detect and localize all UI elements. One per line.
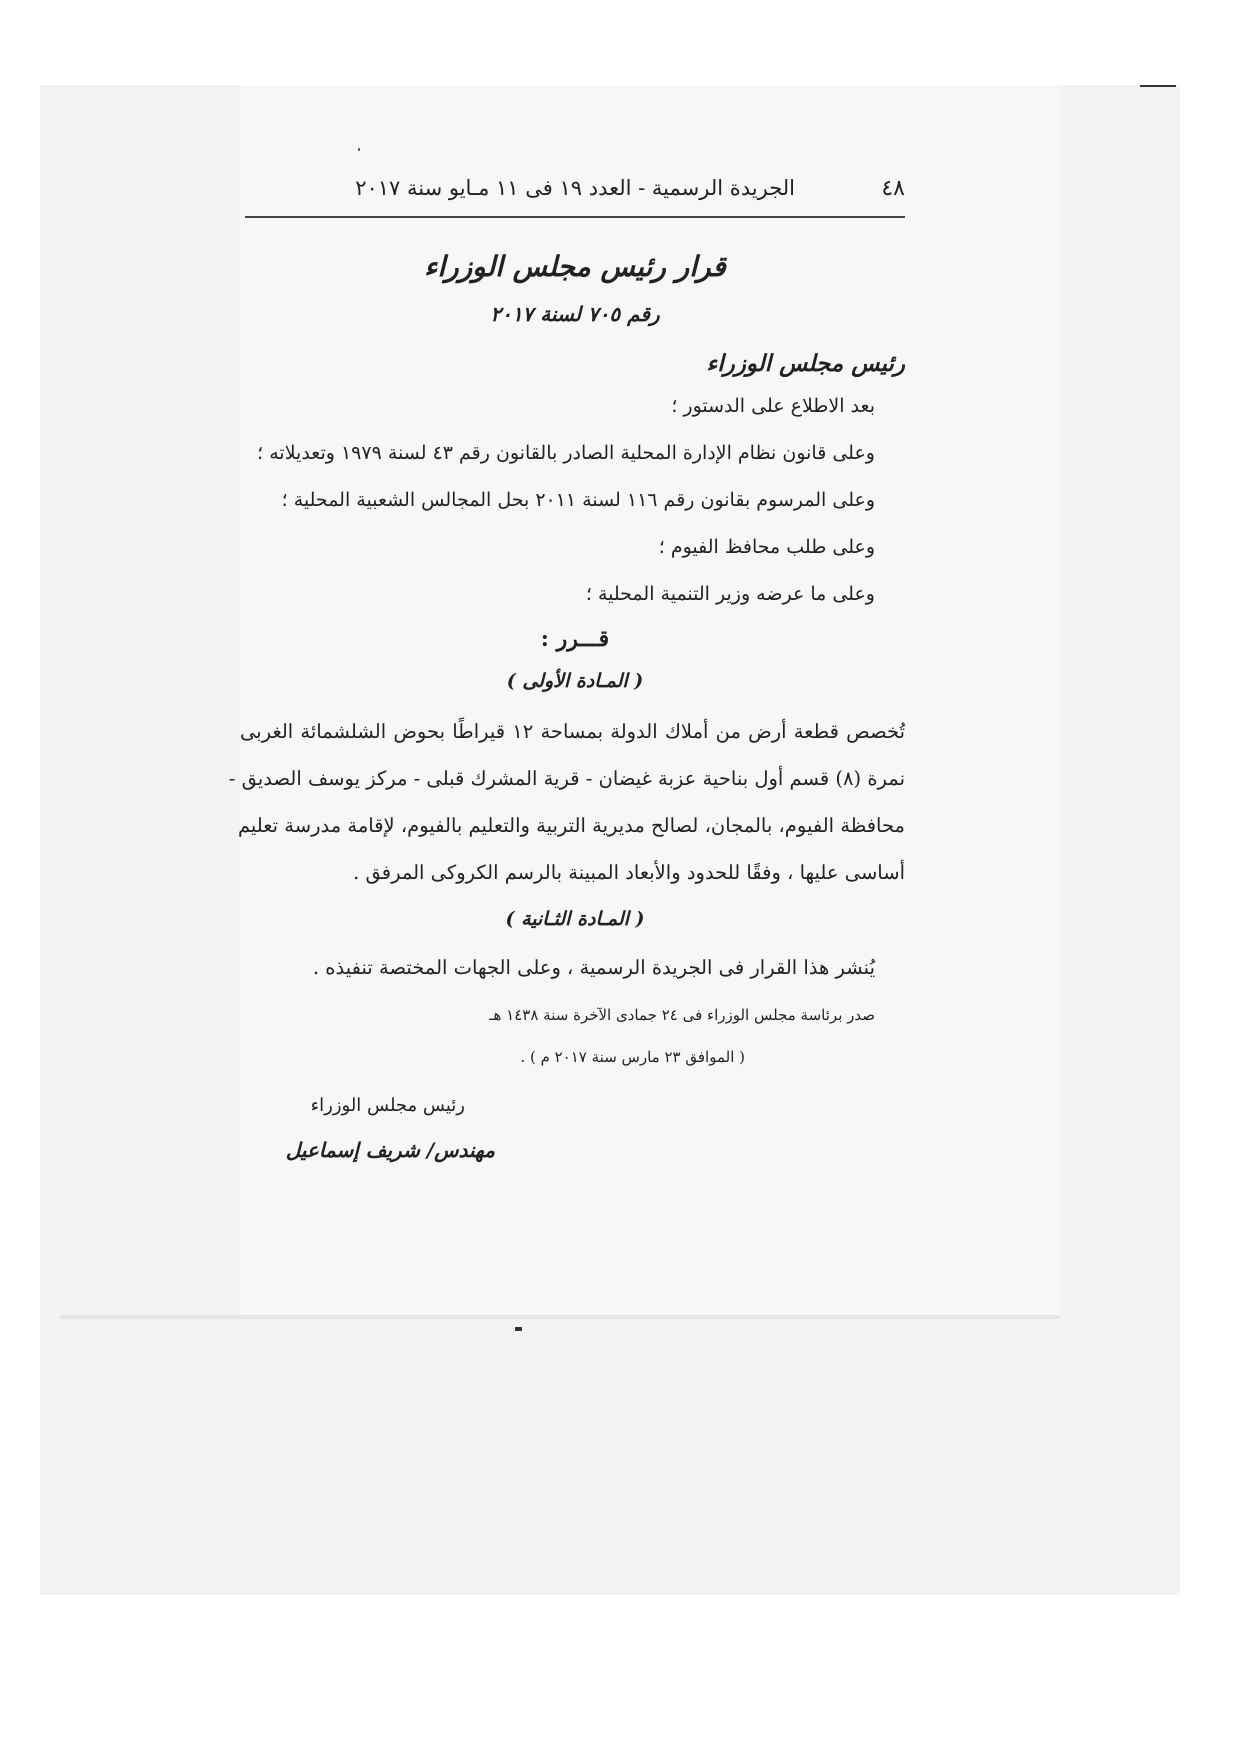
issued-line-1: صدر برئاسة مجلس الوزراء فى ٢٤ جمادى الآخرة سنة ١٤٣٨ هـ (489, 1006, 875, 1024)
page-header (245, 170, 905, 218)
page-number: ٤٨ (881, 176, 905, 201)
article-2-text: يُنشر هذا القرار فى الجريدة الرسمية ، وعلى الجهات المختصة تنفيذه . (312, 956, 875, 979)
scan-edge-mark (1140, 85, 1176, 87)
decree-title: قرار رئيس مجلس الوزراء (424, 250, 726, 283)
article-1-line: أساسى عليها ، وفقًا للحدود والأبعاد المبينة بالرسم الكروكى المرفق . (353, 861, 905, 884)
decided-label: قـــرر : (540, 626, 610, 652)
preamble-line: وعلى طلب محافظ الفيوم ؛ (658, 536, 875, 558)
article-1-line: محافظة الفيوم، بالمجان، لصالح مديرية التربية والتعليم بالفيوم، لإقامة مدرسة تعليم (237, 814, 905, 837)
signatory-name: مهندس/ شريف إسماعيل (285, 1138, 495, 1162)
issued-line-2: ( الموافق ٢٣ مارس سنة ٢٠١٧ م ) . (520, 1048, 745, 1066)
gazette-page (228, 170, 905, 1230)
preamble-line: وعلى المرسوم بقانون رقم ١١٦ لسنة ٢٠١١ بحل المجالس الشعبية المحلية ؛ (281, 489, 875, 511)
preamble-line: وعلى قانون نظام الإدارة المحلية الصادر بالقانون رقم ٤٣ لسنة ١٩٧٩ وتعديلاته ؛ (257, 442, 875, 464)
scan-speck (358, 148, 360, 151)
preamble-line: بعد الاطلاع على الدستور ؛ (671, 395, 875, 417)
scan-bottom-edge (60, 1315, 1060, 1319)
article-1-heading: ( المـادة الأولى ) (506, 670, 644, 692)
article-1-line: نمرة (٨) قسم أول بناحية عزبة غيضان - قرية المشرك قبلى - مركز يوسف الصديق - (228, 767, 905, 790)
scan-dot (515, 1327, 522, 1331)
signatory-title: رئيس مجلس الوزراء (310, 1095, 465, 1116)
article-1-line: تُخصص قطعة أرض من أملاك الدولة بمساحة ١٢ قيراطًا بحوض الشلشمائة الغربى (240, 720, 905, 743)
preamble-line: وعلى ما عرضه وزير التنمية المحلية ؛ (585, 583, 875, 605)
decree-number: رقم ٧٠٥ لسنة ٢٠١٧ (490, 302, 660, 326)
article-2-heading: ( المـادة الثـانية ) (505, 908, 645, 930)
decree-issuer: رئيس مجلس الوزراء (706, 350, 905, 377)
publication-title: الجريدة الرسمية - العدد ١٩ فى ١١ مـايو سنة ٢٠١٧ (355, 176, 795, 200)
